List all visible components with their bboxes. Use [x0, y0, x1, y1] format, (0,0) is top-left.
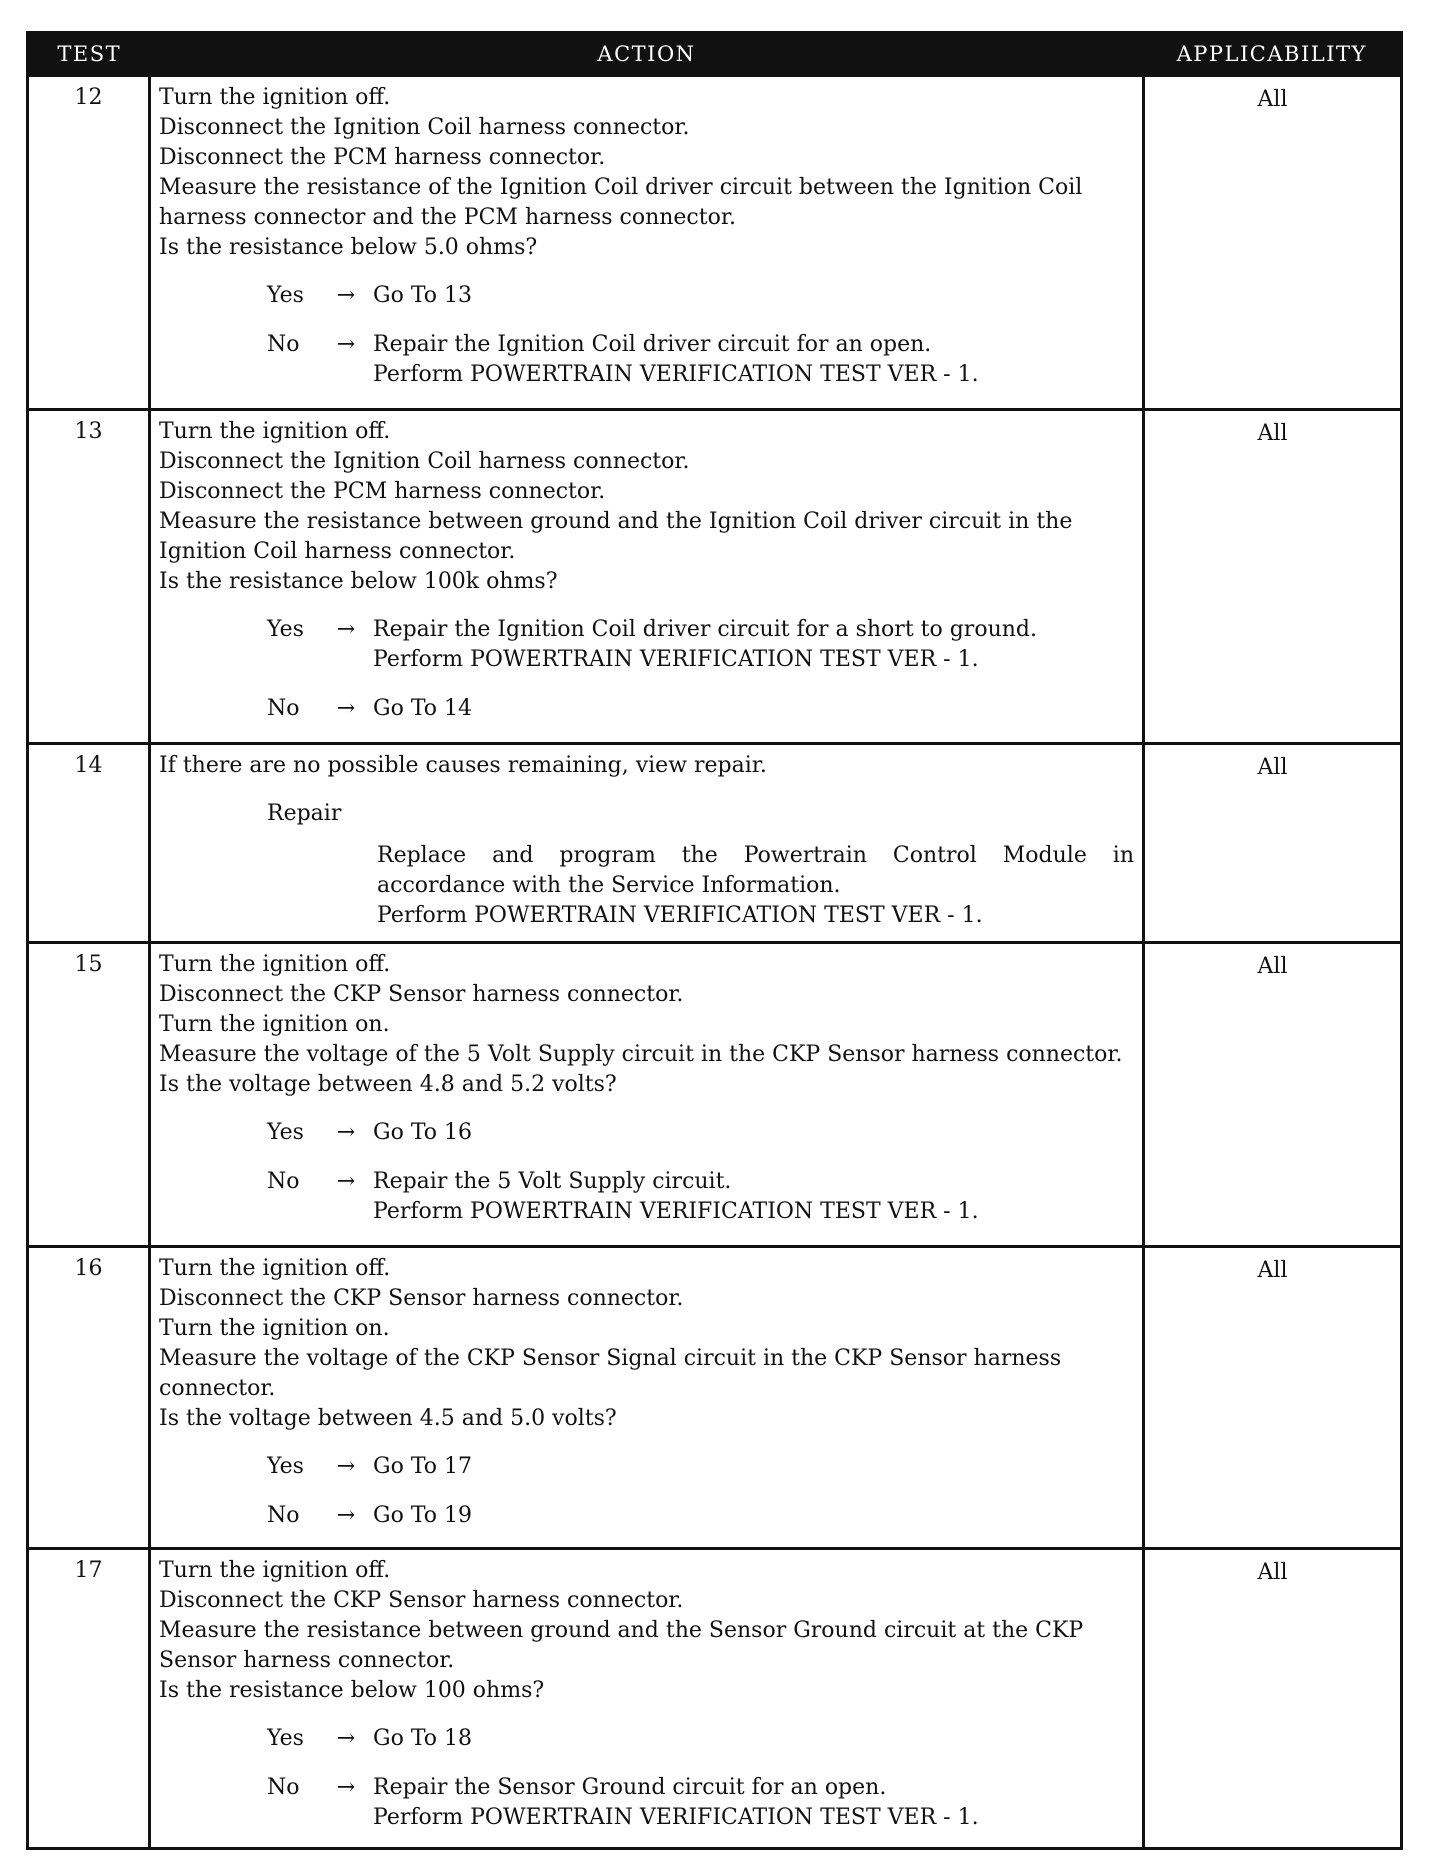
- action-step: Is the voltage between 4.5 and 5.0 volts?: [159, 1406, 617, 1431]
- yes-result: [373, 1118, 1134, 1148]
- action-step: Turn the ignition off.: [159, 85, 391, 110]
- header-applicability: APPLICABILITY: [1144, 33, 1402, 76]
- action-step: Turn the ignition off.: [159, 1256, 391, 1281]
- action-step: Disconnect the PCM harness connector.: [159, 145, 606, 170]
- action-step: Turn the ignition on.: [159, 1012, 390, 1037]
- result-line: Go To 13: [373, 283, 473, 308]
- arrow-right-icon: →: [336, 1169, 356, 1194]
- repair-line: Perform POWERTRAIN VERIFICATION TEST VER - 1.: [377, 903, 983, 928]
- no-outcome: [267, 1773, 1134, 1833]
- result-line: Go To 17: [373, 1454, 473, 1479]
- result-line: Perform POWERTRAIN VERIFICATION TEST VER - 1.: [373, 1199, 979, 1224]
- yes-label: Yes: [267, 283, 304, 308]
- no-result: [373, 330, 1134, 390]
- yes-label: Yes: [267, 1726, 304, 1751]
- no-label: No: [267, 1169, 300, 1194]
- action-cell: [150, 1549, 1144, 1849]
- action-step: Is the resistance below 5.0 ohms?: [159, 235, 538, 260]
- applicability-value: All: [1144, 76, 1402, 410]
- test-number: 13: [28, 410, 150, 744]
- result-line: Go To 16: [373, 1120, 473, 1145]
- no-result: [373, 1773, 1134, 1833]
- applicability-value: All: [1144, 1247, 1402, 1549]
- action-cell: [150, 1247, 1144, 1549]
- yes-result: [373, 1452, 1134, 1482]
- repair-instructions: [377, 841, 1134, 931]
- applicability-value: All: [1144, 1549, 1402, 1849]
- table-row: [28, 744, 1402, 943]
- action-cell: [150, 410, 1144, 744]
- applicability-value: All: [1144, 410, 1402, 744]
- result-line: Go To 18: [373, 1726, 473, 1751]
- yes-outcome: [267, 615, 1134, 675]
- result-line: Repair the 5 Volt Supply circuit.: [373, 1169, 732, 1194]
- action-step: Turn the ignition on.: [159, 1316, 390, 1341]
- action-cell: [150, 943, 1144, 1247]
- result-line: Repair the Ignition Coil driver circuit for a short to ground.: [373, 617, 1037, 642]
- arrow-right-icon: →: [336, 1503, 356, 1528]
- applicability-value: All: [1144, 744, 1402, 943]
- action-step: Turn the ignition off.: [159, 419, 391, 444]
- yes-outcome: [267, 281, 1134, 311]
- arrow-right-icon: →: [336, 283, 356, 308]
- action-step: Disconnect the Ignition Coil harness connector.: [159, 115, 690, 140]
- yes-result: [373, 1724, 1134, 1754]
- action-step: Measure the resistance between ground and the Sensor Ground circuit at the CKP Sensor harness connector.: [159, 1618, 1084, 1673]
- action-step: Measure the voltage of the 5 Volt Supply circuit in the CKP Sensor harness connector.: [159, 1042, 1123, 1067]
- test-number: 14: [28, 744, 150, 943]
- action-step: Disconnect the CKP Sensor harness connector.: [159, 1286, 684, 1311]
- table-body: [28, 76, 1402, 1849]
- applicability-value: All: [1144, 943, 1402, 1247]
- action-step: If there are no possible causes remaining, view repair.: [159, 753, 767, 778]
- arrow-right-icon: →: [336, 696, 356, 721]
- action-step: Disconnect the CKP Sensor harness connector.: [159, 982, 684, 1007]
- yes-result: [373, 281, 1134, 311]
- table-row: [28, 1549, 1402, 1849]
- test-number: 17: [28, 1549, 150, 1849]
- test-number: 12: [28, 76, 150, 410]
- table-row: [28, 410, 1402, 744]
- action-step: Measure the resistance of the Ignition Coil driver circuit between the Ignition Coil harness connector and the PCM harness connector.: [159, 175, 1083, 230]
- arrow-right-icon: →: [336, 332, 356, 357]
- header-test: TEST: [28, 33, 150, 76]
- no-result: [373, 694, 1134, 724]
- result-line: Repair the Sensor Ground circuit for an open.: [373, 1775, 887, 1800]
- header-row: [28, 33, 1402, 76]
- action-step: Is the resistance below 100 ohms?: [159, 1678, 545, 1703]
- header-action: ACTION: [150, 33, 1144, 76]
- test-number: 15: [28, 943, 150, 1247]
- arrow-right-icon: →: [336, 1775, 356, 1800]
- action-step: Disconnect the Ignition Coil harness connector.: [159, 449, 690, 474]
- table-row: [28, 943, 1402, 1247]
- no-outcome: [267, 694, 1134, 724]
- arrow-right-icon: →: [336, 1726, 356, 1751]
- action-step: Measure the resistance between ground and the Ignition Coil driver circuit in the Ignition Coil harness connector.: [159, 509, 1073, 564]
- action-cell: [150, 76, 1144, 410]
- yes-label: Yes: [267, 1120, 304, 1145]
- no-label: No: [267, 1775, 300, 1800]
- no-result: [373, 1167, 1134, 1227]
- result-line: Perform POWERTRAIN VERIFICATION TEST VER - 1.: [373, 362, 979, 387]
- yes-outcome: [267, 1724, 1134, 1754]
- action-step: Is the voltage between 4.8 and 5.2 volts?: [159, 1072, 617, 1097]
- yes-result: [373, 615, 1134, 675]
- yes-label: Yes: [267, 617, 304, 642]
- arrow-right-icon: →: [336, 617, 356, 642]
- table-row: [28, 1247, 1402, 1549]
- action-step: Measure the voltage of the CKP Sensor Signal circuit in the CKP Sensor harness connector.: [159, 1346, 1062, 1401]
- result-line: Repair the Ignition Coil driver circuit for an open.: [373, 332, 932, 357]
- repair-label: Repair: [267, 801, 342, 826]
- action-step: Is the resistance below 100k ohms?: [159, 569, 558, 594]
- no-result: [373, 1501, 1134, 1531]
- result-line: Go To 14: [373, 696, 473, 721]
- no-outcome: [267, 330, 1134, 390]
- result-line: Perform POWERTRAIN VERIFICATION TEST VER - 1.: [373, 1805, 979, 1830]
- arrow-right-icon: →: [336, 1454, 356, 1479]
- no-label: No: [267, 696, 300, 721]
- result-line: Go To 19: [373, 1503, 473, 1528]
- no-label: No: [267, 1503, 300, 1528]
- diagnostic-test-table: [26, 31, 1403, 1850]
- test-number: 16: [28, 1247, 150, 1549]
- yes-outcome: [267, 1452, 1134, 1482]
- action-step: Turn the ignition off.: [159, 1558, 391, 1583]
- no-label: No: [267, 332, 300, 357]
- yes-label: Yes: [267, 1454, 304, 1479]
- table-row: [28, 76, 1402, 410]
- no-outcome: [267, 1501, 1134, 1531]
- repair-line: Replace and program the Powertrain Control Module in accordance with the Service Information.: [377, 843, 1134, 898]
- action-step: Disconnect the PCM harness connector.: [159, 479, 606, 504]
- table-header: [28, 33, 1402, 76]
- action-step: Disconnect the CKP Sensor harness connector.: [159, 1588, 684, 1613]
- yes-outcome: [267, 1118, 1134, 1148]
- result-line: Perform POWERTRAIN VERIFICATION TEST VER - 1.: [373, 647, 979, 672]
- no-outcome: [267, 1167, 1134, 1227]
- arrow-right-icon: →: [336, 1120, 356, 1145]
- action-cell: [150, 744, 1144, 943]
- action-step: Turn the ignition off.: [159, 952, 391, 977]
